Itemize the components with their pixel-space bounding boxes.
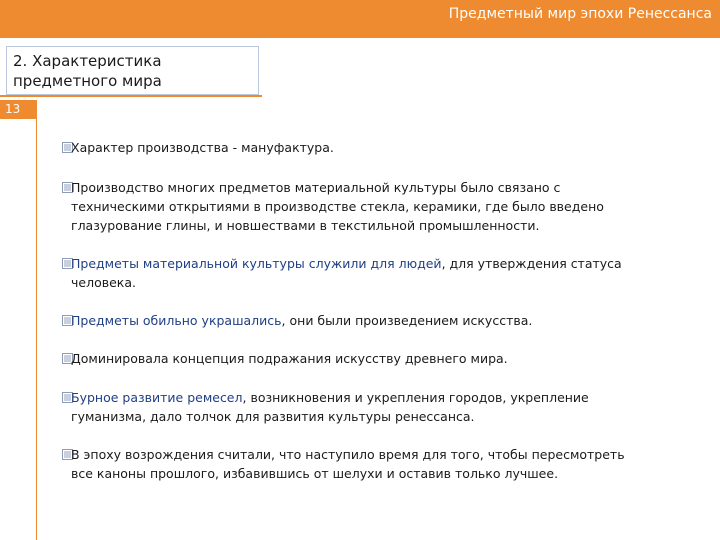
slide-number: 13 [5, 102, 21, 116]
presentation-title: Предметный мир эпохи Ренессанса [448, 6, 712, 22]
bullet-text [71, 311, 635, 330]
bullet-rest: , они были произведением искусства. [281, 313, 533, 328]
section-title-box [6, 46, 259, 95]
section-title: 2. Характеристика предметного мира [13, 52, 162, 90]
bullet-rest: , для утверждения статуса человека. [71, 256, 622, 290]
header-bar [0, 0, 720, 38]
bullet-rest: , возникновения и укрепления городов, укрепление гуманизма, дало толчок для развития культуры ренессанса. [71, 390, 589, 424]
slide-number-badge [0, 100, 37, 119]
bullet-highlight: Предметы обильно украшались [71, 313, 282, 328]
bullet-text: Производство многих предметов материальной культуры было связано с техническими открытиями в производстве стекла, керамики, где было введено глазурование глины, и новшествами в текстильной промышленности. [71, 180, 604, 233]
bullet-text [71, 388, 635, 426]
bullet-highlight: Бурное развитие ремесел [71, 390, 243, 405]
bullet-highlight: Предметы материальной культуры служили для людей [71, 256, 442, 271]
vertical-divider [36, 100, 37, 540]
section-underline [0, 95, 262, 97]
bullet-text: Доминировала концепция подражания искусству древнего мира. [71, 351, 508, 366]
bullet-text: В эпоху возрождения считали, что наступило время для того, чтобы пересмотреть все каноны прошлого, избавившись от шелухи и оставив только лучшее. [71, 447, 625, 481]
bullet-text [71, 254, 635, 292]
bullet-text: Характер производства - мануфактура. [71, 140, 334, 155]
